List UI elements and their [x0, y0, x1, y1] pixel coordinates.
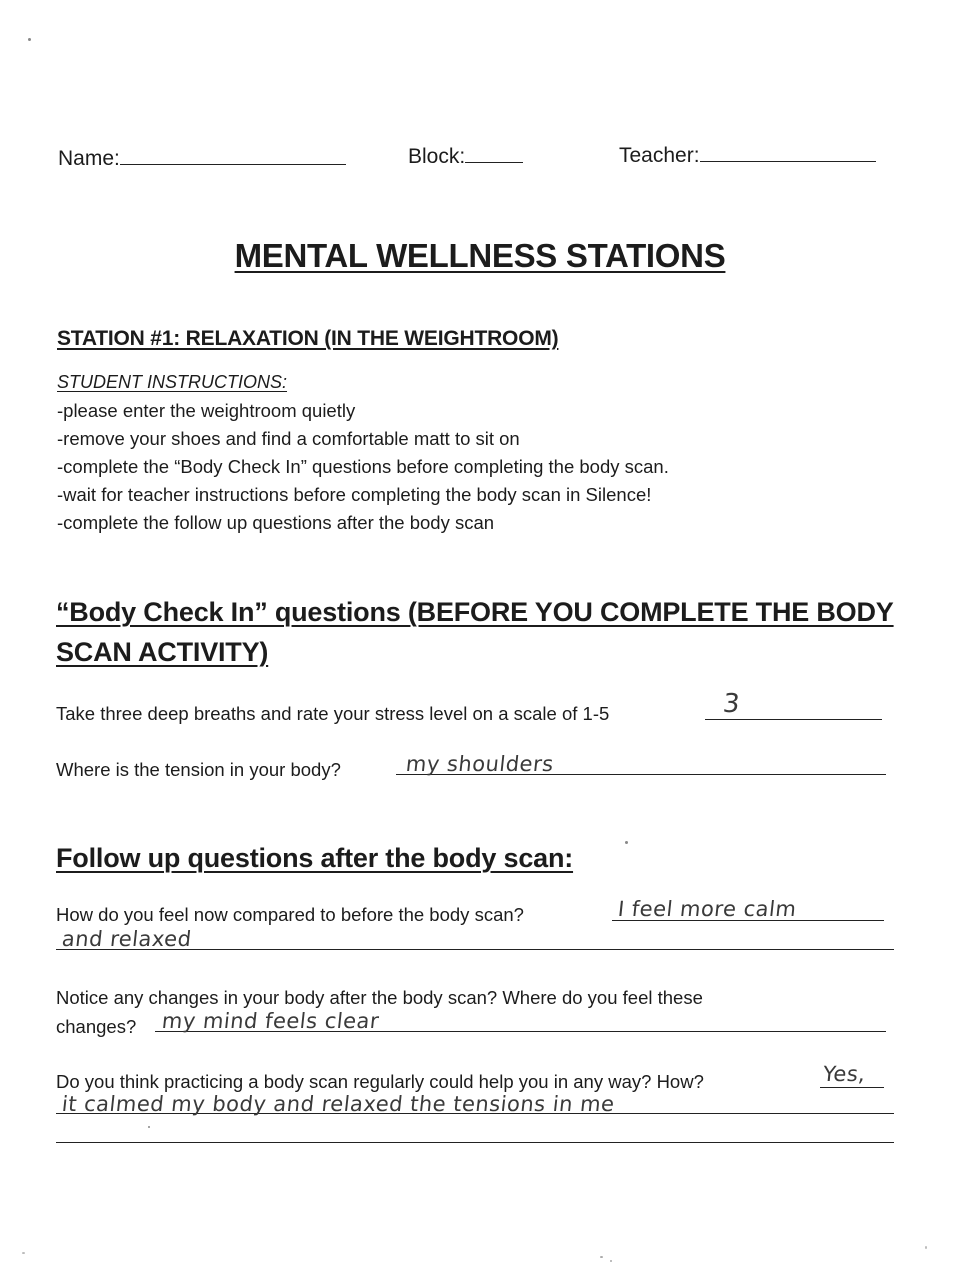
- block-field: [408, 144, 523, 169]
- instruction-item: -wait for teacher instructions before completing the body scan in Silence!: [57, 484, 652, 505]
- practice-answer-line-1-text: Yes,: [821, 1062, 867, 1086]
- teacher-field: [619, 143, 876, 168]
- scan-speck: [600, 1256, 603, 1258]
- page-title: MENTAL WELLNESS STATIONS: [234, 237, 726, 274]
- stress-level-answer: 3: [721, 689, 742, 719]
- name-blank-line: [120, 146, 346, 165]
- feel-now-answer-line-2-text: and relaxed: [60, 927, 193, 951]
- body-changes-question-line-1: Notice any changes in your body after the body scan? Where do you feel these: [56, 987, 703, 1008]
- body-changes-answer: my mind feels clear: [160, 1009, 381, 1033]
- instruction-item: -remove your shoes and find a comfortable matt to sit on: [57, 428, 520, 449]
- follow-up-heading: Follow up questions after the body scan:: [56, 843, 574, 873]
- feel-now-answer-line-1-text: I feel more calm: [616, 897, 798, 921]
- scan-speck: [610, 1260, 612, 1262]
- practice-answer-line-1: [820, 1087, 884, 1088]
- stress-level-question: Take three deep breaths and rate your stress level on a scale of 1-5: [56, 703, 610, 724]
- tension-answer: my shoulders: [404, 752, 555, 776]
- practice-answer-line-3: [56, 1142, 894, 1143]
- teacher-label: Teacher:: [619, 144, 700, 167]
- instruction-item: -complete the “Body Check In” questions before completing the body scan.: [57, 456, 669, 477]
- scan-speck: [148, 1126, 150, 1128]
- tension-question: Where is the tension in your body?: [56, 759, 341, 780]
- scan-speck: [625, 841, 628, 844]
- block-label: Block:: [408, 145, 466, 168]
- scan-speck: [28, 38, 31, 41]
- practice-question: Do you think practicing a body scan regularly could help you in any way? How?: [56, 1071, 704, 1092]
- name-field: [58, 146, 346, 171]
- body-changes-question-line-2: changes?: [56, 1016, 137, 1037]
- feel-now-question: How do you feel now compared to before the body scan?: [56, 904, 524, 925]
- body-check-in-heading: “Body Check In” questions (BEFORE YOU COMPLETE THE BODY SCAN ACTIVITY): [56, 597, 894, 667]
- scan-speck: [925, 1246, 927, 1249]
- practice-answer-line-2-text: it calmed my body and relaxed the tensions in me: [60, 1092, 616, 1116]
- instructions-heading: STUDENT INSTRUCTIONS:: [57, 372, 288, 392]
- instruction-item: -complete the follow up questions after the body scan: [57, 512, 495, 533]
- instructions-list: [57, 397, 669, 537]
- block-blank-line: [465, 144, 523, 163]
- stress-level-answer-line: [705, 719, 882, 720]
- teacher-blank-line: [700, 143, 876, 162]
- instruction-item: -please enter the weightroom quietly: [57, 400, 356, 421]
- name-label: Name:: [58, 147, 120, 170]
- scan-speck: [22, 1252, 25, 1254]
- station-heading: STATION #1: RELAXATION (IN THE WEIGHTROOM): [57, 327, 559, 350]
